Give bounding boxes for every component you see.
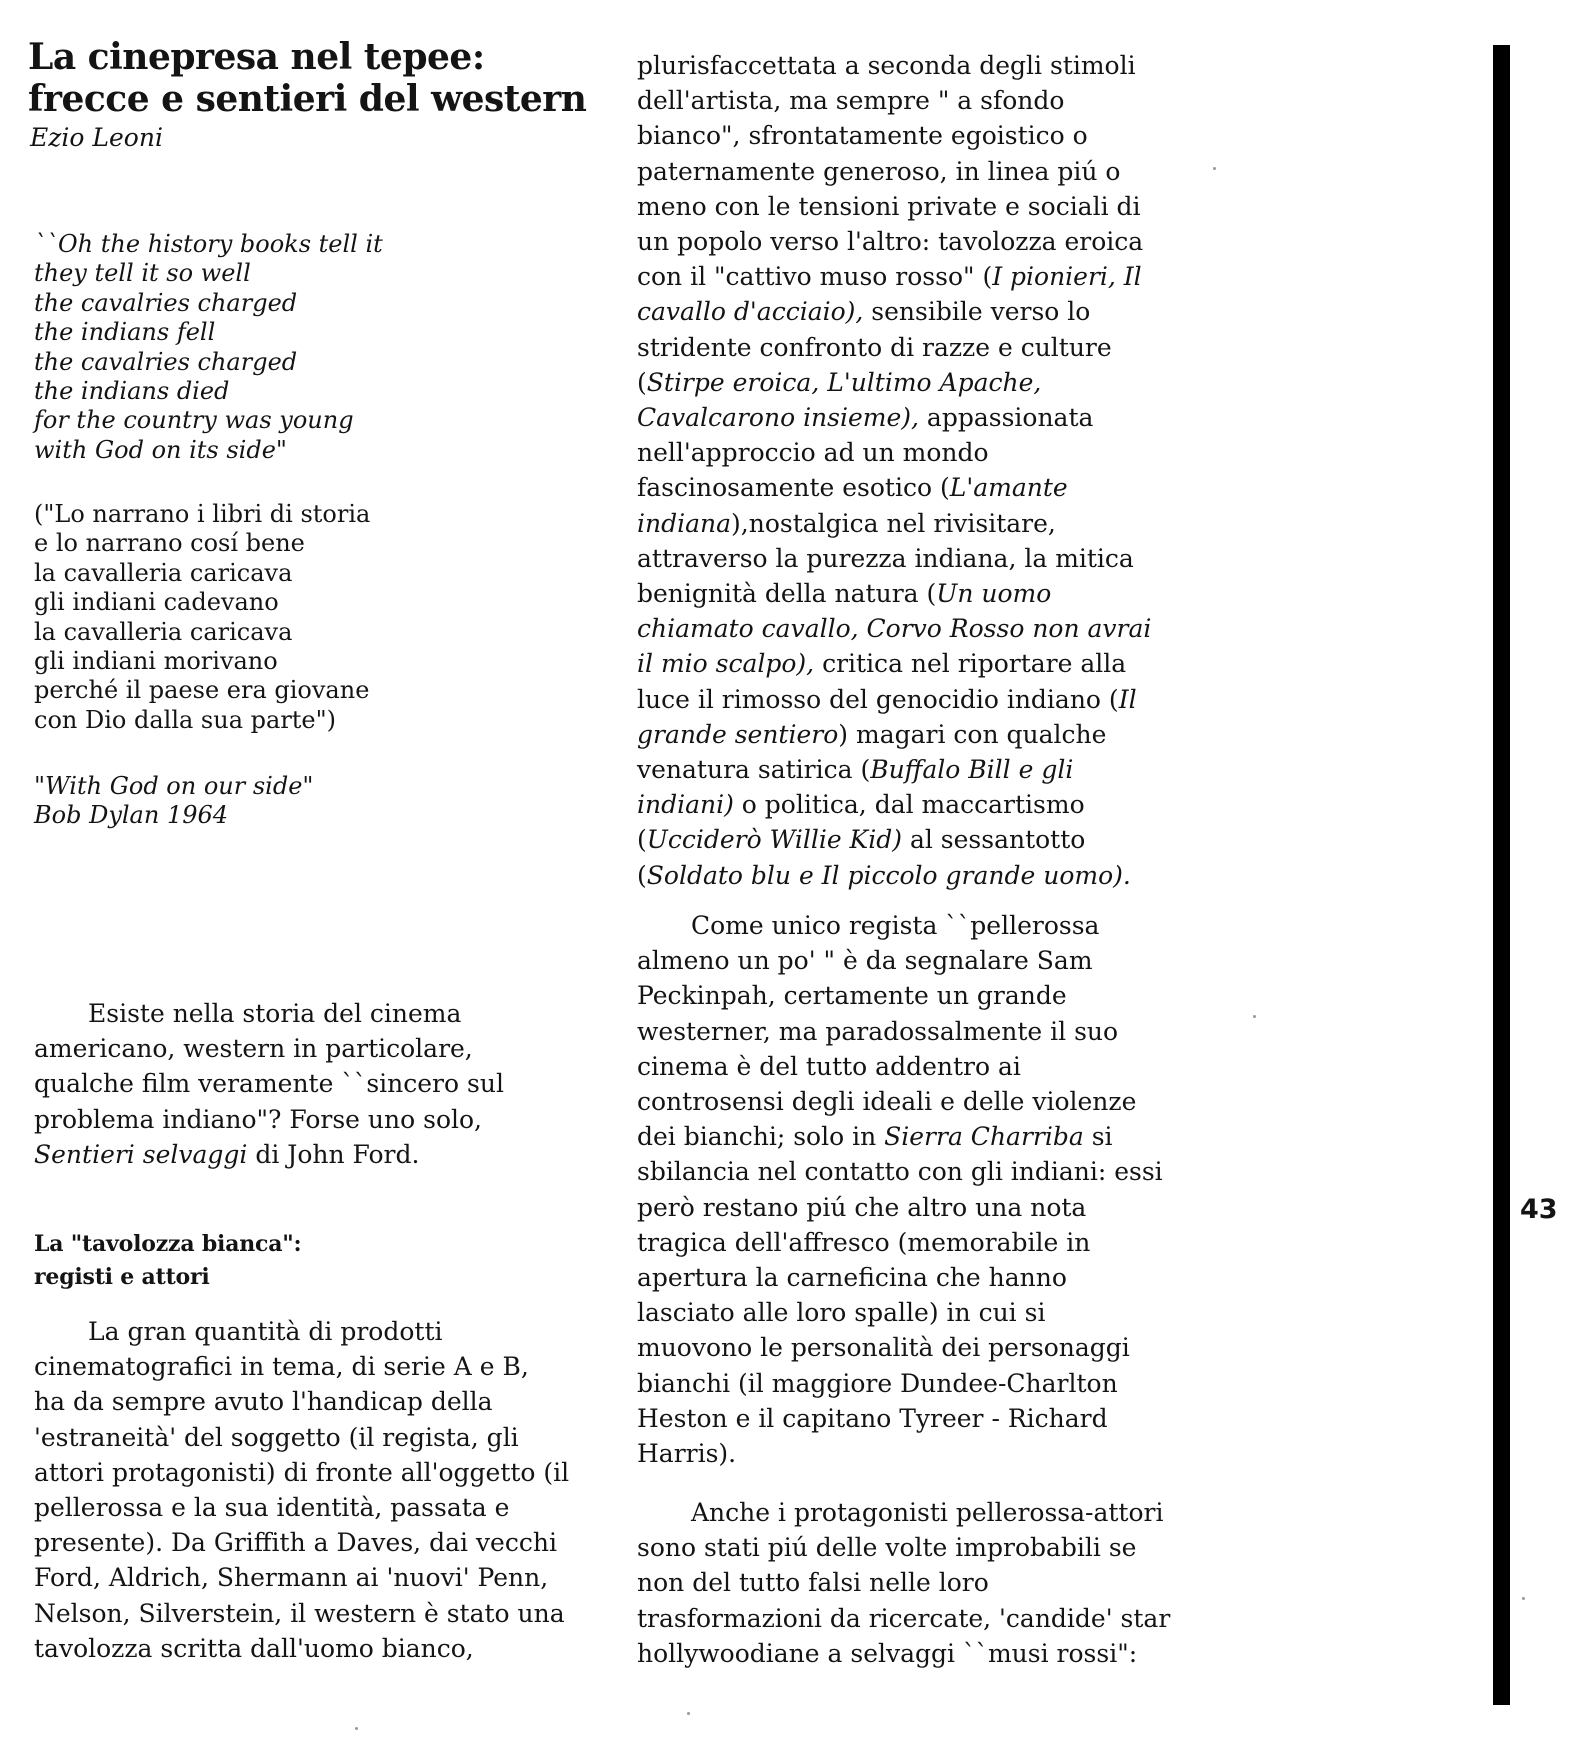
verse-line: gli indiani cadevano bbox=[34, 588, 279, 617]
section-heading-line: La "tavolozza bianca": bbox=[34, 1231, 302, 1257]
text-line: Cavalcarono insieme), appassionata bbox=[637, 403, 1094, 433]
film-title: Il bbox=[1118, 684, 1137, 714]
text-line: westerner, ma paradossalmente il suo bbox=[637, 1016, 1119, 1046]
side-bar bbox=[1493, 45, 1510, 1705]
text-line: con il "cattivo muso rosso" (I pionieri, Il bbox=[637, 262, 1142, 292]
text-line: Sentieri selvaggi di John Ford. bbox=[34, 1139, 420, 1169]
verse-line: ``Oh the history books tell it bbox=[34, 230, 383, 258]
text-line: indiani) o politica, dal maccartismo bbox=[637, 790, 1085, 820]
page-number: 43 bbox=[1520, 1194, 1558, 1225]
text-line: sono stati piú delle volte improbabili se bbox=[637, 1533, 1137, 1563]
text-line: il mio scalpo), critica nel riportare alla bbox=[637, 649, 1127, 679]
text-line: muovono le personalità dei personaggi bbox=[637, 1333, 1130, 1363]
text-line: meno con le tensioni private e sociali di bbox=[637, 191, 1141, 221]
verse-line: e lo narrano cosí bene bbox=[34, 529, 305, 558]
text-line: nell'approccio ad un mondo bbox=[637, 438, 989, 468]
text-line: qualche film veramente ``sincero sul bbox=[34, 1069, 504, 1099]
verse-line: la cavalleria caricava bbox=[34, 558, 293, 587]
text-line: americano, western in particolare, bbox=[34, 1034, 473, 1064]
text-line: tragica dell'affresco (memorabile in bbox=[637, 1227, 1091, 1257]
text-line: Nelson, Silverstein, il western è stato una bbox=[34, 1598, 565, 1628]
text-line: Anche i protagonisti pellerossa-attori bbox=[691, 1498, 1164, 1527]
text-line: venatura satirica (Buffalo Bill e gli bbox=[637, 755, 1074, 785]
section-heading-line: registi e attori bbox=[34, 1264, 210, 1290]
article-author: Ezio Leoni bbox=[30, 123, 163, 152]
text-line: Ford, Aldrich, Shermann ai 'nuovi' Penn, bbox=[34, 1563, 549, 1593]
film-title: Ucciderò Willie Kid) bbox=[646, 825, 902, 855]
right-paragraph-continued bbox=[637, 48, 1237, 893]
film-title: grande sentiero bbox=[637, 719, 839, 749]
right-paragraph-actors bbox=[637, 1495, 1237, 1671]
verse-line: the cavalries charged bbox=[34, 347, 298, 376]
print-speck bbox=[1253, 1015, 1256, 1018]
text-line bbox=[637, 611, 1237, 646]
text-line: non del tutto falsi nelle loro bbox=[637, 1568, 989, 1598]
text-line: stridente confronto di razze e culture bbox=[637, 332, 1112, 362]
text-line: attraverso la purezza indiana, la mitica bbox=[637, 543, 1134, 573]
text-line: Come unico regista ``pellerossa bbox=[691, 911, 1100, 940]
text-line: almeno un po' " è da segnalare Sam bbox=[637, 946, 1093, 976]
text-line: Heston e il capitano Tyreer - Richard bbox=[637, 1403, 1108, 1433]
article-title-line: La cinepresa nel tepee: bbox=[28, 36, 485, 78]
verse-line: perché il paese era giovane bbox=[34, 676, 370, 705]
text-line: (Stirpe eroica, L'ultimo Apache, bbox=[637, 367, 1042, 397]
film-title: indiana bbox=[637, 508, 732, 538]
film-title: chiamato cavallo, Corvo Rosso non avrai bbox=[637, 614, 1152, 644]
section-paragraph bbox=[34, 1314, 624, 1666]
epigraph-english bbox=[34, 230, 574, 465]
text-line: grande sentiero) magari con qualche bbox=[637, 719, 1107, 749]
credit-line: "With God on our side" bbox=[34, 772, 314, 800]
verse-line: with God on its side" bbox=[34, 435, 287, 464]
text-line: bianchi (il maggiore Dundee-Charlton bbox=[637, 1368, 1118, 1398]
article-title bbox=[28, 36, 586, 120]
text-line: cinematografici in tema, di serie A e B, bbox=[34, 1352, 529, 1382]
film-title: L'amante bbox=[949, 473, 1068, 503]
verse-line: the cavalries charged bbox=[34, 288, 298, 317]
intro-paragraph bbox=[34, 996, 624, 1172]
epigraph-credit bbox=[34, 772, 574, 831]
text-line: bianco", sfrontatamente egoistico o bbox=[637, 121, 1088, 151]
text-line: problema indiano"? Forse uno solo, bbox=[34, 1104, 482, 1134]
text-line: paternamente generoso, in linea piú o bbox=[637, 156, 1121, 186]
text-line: tavolozza scritta dall'uomo bianco, bbox=[34, 1633, 474, 1663]
epigraph-italian bbox=[34, 500, 574, 735]
text-line: plurisfaccettata a seconda degli stimoli bbox=[637, 51, 1136, 80]
verse-line: the indians fell bbox=[34, 318, 216, 347]
text-line: trasformazioni da ricercate, 'candide' star bbox=[637, 1603, 1171, 1633]
text-line: (Ucciderò Willie Kid) al sessantotto bbox=[637, 825, 1086, 855]
print-speck bbox=[1213, 167, 1216, 170]
text-line: (Soldato blu e Il piccolo grande uomo). bbox=[637, 860, 1131, 890]
text-line: Harris). bbox=[637, 1439, 737, 1469]
print-speck bbox=[355, 1727, 358, 1730]
print-speck bbox=[687, 1712, 690, 1715]
text-line: controsensi degli ideali e delle violenze bbox=[637, 1087, 1137, 1117]
film-title: Cavalcarono insieme), bbox=[637, 403, 919, 433]
text-line: 'estraneità' del soggetto (il regista, gli bbox=[34, 1422, 519, 1452]
verse-line: gli indiani morivano bbox=[34, 647, 278, 676]
text-line: dei bianchi; solo in Sierra Charriba si bbox=[637, 1122, 1113, 1152]
text-line: ha da sempre avuto l'handicap della bbox=[34, 1387, 493, 1417]
article-title-line: frecce e sentieri del western bbox=[28, 78, 587, 120]
text-line: Esiste nella storia del cinema bbox=[88, 999, 462, 1028]
text-line: cinema è del tutto addentro ai bbox=[637, 1051, 1021, 1081]
film-title: Buffalo Bill e gli bbox=[870, 755, 1074, 785]
verse-line: for the country was young bbox=[34, 406, 354, 435]
film-title: Un uomo bbox=[936, 579, 1052, 609]
text-line: lasciato alle loro spalle) in cui si bbox=[637, 1298, 1046, 1328]
film-title: I pionieri, Il bbox=[992, 262, 1142, 292]
text-line: però restano piú che altro una nota bbox=[637, 1192, 1087, 1222]
film-title: il mio scalpo), bbox=[637, 649, 815, 679]
film-title: cavallo d'acciaio), bbox=[637, 297, 864, 327]
print-speck bbox=[1522, 1597, 1525, 1600]
text-line: Peckinpah, certamente un grande bbox=[637, 981, 1067, 1011]
film-title: Sentieri selvaggi bbox=[34, 1139, 248, 1169]
text-line: presente). Da Griffith a Daves, dai vecchi bbox=[34, 1528, 557, 1558]
section-heading bbox=[34, 1228, 301, 1294]
verse-line: they tell it so well bbox=[34, 259, 251, 288]
text-line: un popolo verso l'altro: tavolozza eroica bbox=[637, 227, 1144, 257]
text-line: benignità della natura (Un uomo bbox=[637, 579, 1052, 609]
text-line: fascinosamente esotico (L'amante bbox=[637, 473, 1068, 503]
verse-line: ("Lo narrano i libri di storia bbox=[34, 500, 371, 528]
film-title: Stirpe eroica, L'ultimo Apache, bbox=[646, 367, 1042, 397]
credit-line: Bob Dylan 1964 bbox=[34, 801, 229, 830]
text-line: apertura la carneficina che hanno bbox=[637, 1263, 1067, 1293]
right-paragraph-peckinpah bbox=[637, 908, 1237, 1471]
film-title: Sierra Charriba bbox=[884, 1122, 1084, 1152]
text-line: luce il rimosso del genocidio indiano (Il bbox=[637, 684, 1137, 714]
text-line: indiana),nostalgica nel rivisitare, bbox=[637, 508, 1056, 538]
text-line: pellerossa e la sua identità, passata e bbox=[34, 1493, 510, 1523]
text-line: cavallo d'acciaio), sensibile verso lo bbox=[637, 297, 1091, 327]
verse-line: the indians died bbox=[34, 377, 230, 406]
text-line: attori protagonisti) di fronte all'oggetto (il bbox=[34, 1457, 570, 1487]
film-title: indiani) bbox=[637, 790, 734, 820]
text-line: dell'artista, ma sempre " a sfondo bbox=[637, 86, 1065, 116]
film-title: Soldato blu e Il piccolo grande uomo). bbox=[646, 860, 1131, 890]
text-line: sbilancia nel contatto con gli indiani: essi bbox=[637, 1157, 1163, 1187]
verse-line: la cavalleria caricava bbox=[34, 617, 293, 646]
verse-line: con Dio dalla sua parte") bbox=[34, 705, 337, 734]
text-line: La gran quantità di prodotti bbox=[88, 1317, 443, 1346]
text-line: hollywoodiane a selvaggi ``musi rossi": bbox=[637, 1638, 1138, 1668]
